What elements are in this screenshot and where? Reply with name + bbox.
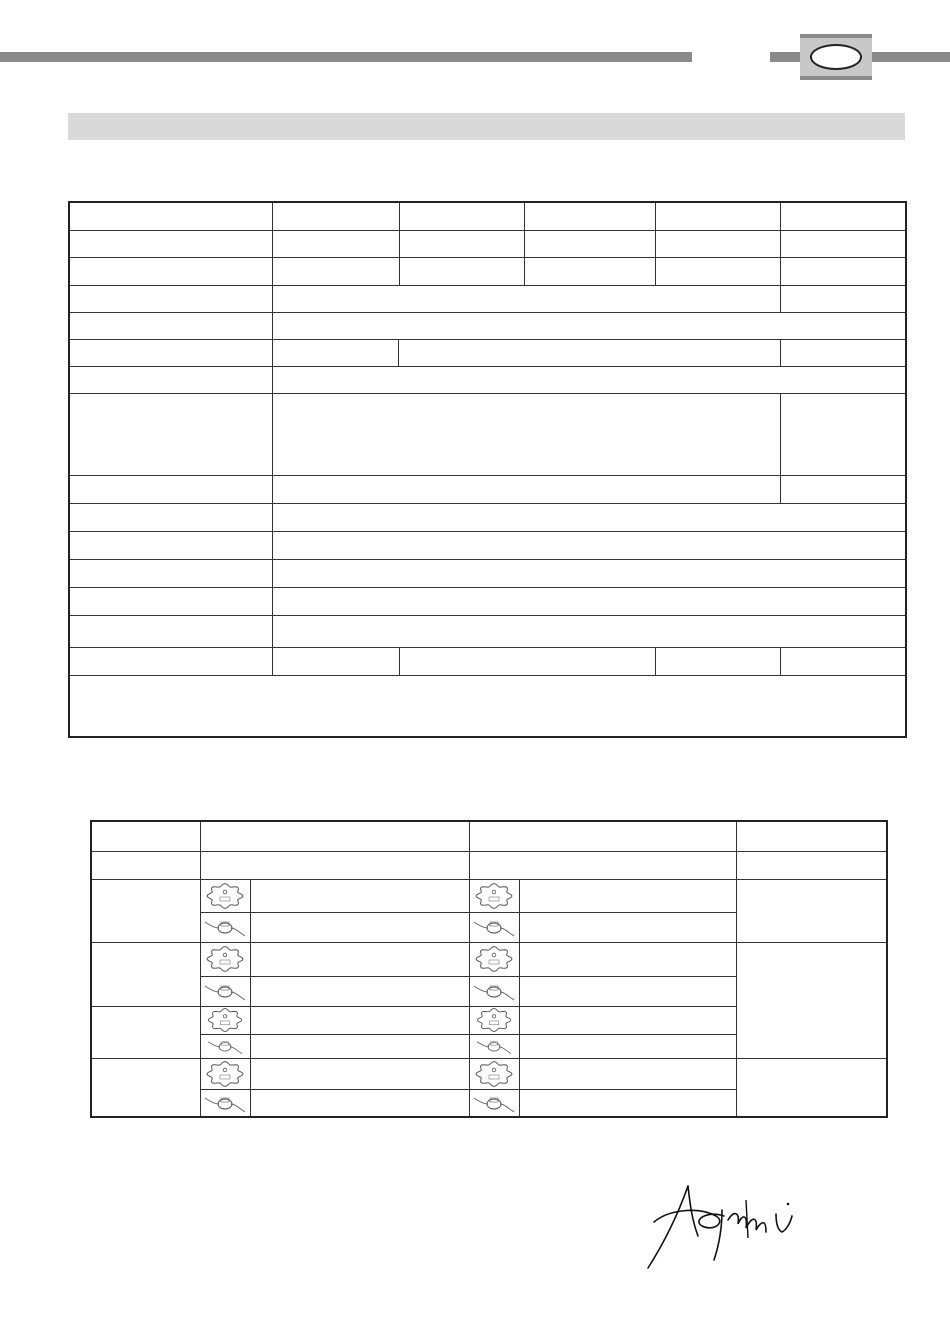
spec-cell	[655, 202, 780, 230]
header-bar-left	[0, 52, 692, 62]
blade-group-label	[91, 942, 200, 1006]
spec-cell	[399, 647, 655, 675]
trimmer-head-icon	[469, 976, 519, 1006]
spec-cell	[780, 257, 906, 285]
cutting-disc-icon	[469, 1058, 519, 1089]
blade-subheader-cell	[736, 851, 887, 879]
spec-row	[69, 339, 906, 366]
spec-cell	[69, 257, 272, 285]
cutting-disc-icon	[469, 1006, 519, 1034]
spec-cell	[272, 312, 906, 339]
cutting-disc-icon	[200, 879, 250, 912]
spec-cell	[399, 257, 524, 285]
cutting-disc-icon	[200, 1058, 250, 1089]
blade-cell	[250, 912, 469, 942]
spec-cell	[524, 230, 655, 257]
blade-cell	[250, 942, 469, 976]
spec-cell	[780, 393, 906, 475]
blade-note	[736, 879, 887, 942]
blade-group-label	[91, 879, 200, 942]
spec-cell	[524, 257, 655, 285]
blade-cell	[250, 1034, 469, 1058]
blade-cell	[519, 1089, 736, 1117]
blade-cell	[250, 1006, 469, 1034]
blade-group-label	[91, 1006, 200, 1058]
spec-row	[69, 503, 906, 531]
blade-cell	[519, 1006, 736, 1034]
spec-cell	[399, 230, 524, 257]
spec-row	[69, 312, 906, 339]
spec-cell	[69, 647, 272, 675]
spec-cell	[69, 559, 272, 587]
blade-note	[736, 1058, 887, 1117]
spec-row	[69, 587, 906, 615]
spec-cell	[272, 559, 906, 587]
blade-header-cell	[469, 821, 736, 851]
spec-cell	[69, 366, 272, 393]
spec-cell	[69, 285, 272, 312]
spec-cell	[69, 503, 272, 531]
trimmer-head-icon	[200, 976, 250, 1006]
spec-row	[69, 647, 906, 675]
spec-cell	[780, 285, 906, 312]
spec-cell	[69, 531, 272, 559]
blade-cell	[250, 879, 469, 912]
spec-row	[69, 615, 906, 647]
spec-row	[69, 366, 906, 393]
spec-cell	[780, 475, 906, 503]
spec-cell	[272, 393, 780, 475]
language-badge-oval	[810, 44, 862, 70]
spec-cell	[69, 312, 272, 339]
spec-cell	[69, 202, 272, 230]
blade-cell	[250, 1089, 469, 1117]
cutting-disc-icon	[469, 879, 519, 912]
spec-row	[69, 531, 906, 559]
spec-row	[69, 393, 906, 475]
blade-cell	[519, 912, 736, 942]
blade-row	[91, 942, 887, 976]
spec-cell	[272, 230, 399, 257]
trimmer-head-icon	[469, 912, 519, 942]
spec-cell	[655, 230, 780, 257]
spec-table	[68, 201, 907, 738]
spec-cell	[69, 393, 272, 475]
spec-row	[69, 559, 906, 587]
cutting-disc-icon	[469, 942, 519, 976]
blade-header-cell	[200, 821, 469, 851]
trimmer-head-icon	[200, 1089, 250, 1117]
blade-header-cell	[736, 821, 887, 851]
blade-table	[90, 820, 888, 1118]
spec-cell	[272, 647, 399, 675]
spec-cell	[780, 647, 906, 675]
signature-image	[642, 1180, 802, 1272]
spec-cell	[272, 615, 906, 647]
section-title-band	[68, 113, 905, 140]
spec-row	[69, 230, 906, 257]
blade-note	[736, 942, 887, 1058]
spec-cell	[399, 202, 524, 230]
blade-group-label	[91, 1058, 200, 1117]
spec-row	[69, 475, 906, 503]
trimmer-head-icon	[200, 912, 250, 942]
spec-cell	[655, 647, 780, 675]
blade-header-row	[91, 821, 887, 851]
spec-cell	[272, 257, 399, 285]
blade-cell	[519, 1034, 736, 1058]
blade-header-cell	[91, 821, 200, 851]
spec-cell	[272, 339, 398, 366]
spec-cell	[780, 339, 906, 366]
blade-cell	[519, 976, 736, 1006]
spec-cell	[780, 230, 906, 257]
spec-cell	[69, 615, 272, 647]
blade-subheader-cell	[469, 851, 736, 879]
spec-cell	[272, 475, 780, 503]
spec-cell	[272, 587, 906, 615]
blade-cell	[519, 1058, 736, 1089]
blade-row	[91, 879, 887, 912]
blade-subheader-cell	[91, 851, 200, 879]
trimmer-head-icon	[469, 1089, 519, 1117]
spec-note-cell	[69, 675, 906, 737]
spec-row	[69, 675, 906, 737]
spec-cell	[524, 202, 655, 230]
spec-cell	[655, 257, 780, 285]
spec-cell	[780, 202, 906, 230]
cutting-disc-icon	[200, 1006, 250, 1034]
spec-cell	[69, 230, 272, 257]
blade-row	[91, 1058, 887, 1089]
trimmer-head-icon	[200, 1034, 250, 1058]
spec-cell	[69, 587, 272, 615]
spec-cell	[69, 475, 272, 503]
spec-cell	[272, 531, 906, 559]
spec-row	[69, 285, 906, 312]
spec-row	[69, 202, 906, 230]
spec-cell	[272, 285, 780, 312]
spec-cell	[69, 339, 272, 366]
blade-subheader-cell	[200, 851, 469, 879]
cutting-disc-icon	[200, 942, 250, 976]
blade-subheader-row	[91, 851, 887, 879]
spec-row	[69, 257, 906, 285]
blade-cell	[519, 942, 736, 976]
blade-cell	[250, 976, 469, 1006]
spec-cell	[272, 366, 906, 393]
blade-cell	[250, 1058, 469, 1089]
language-badge	[800, 34, 872, 80]
trimmer-head-icon	[469, 1034, 519, 1058]
blade-cell	[519, 879, 736, 912]
spec-cell	[398, 339, 780, 366]
spec-cell	[272, 202, 399, 230]
spec-cell	[272, 503, 906, 531]
